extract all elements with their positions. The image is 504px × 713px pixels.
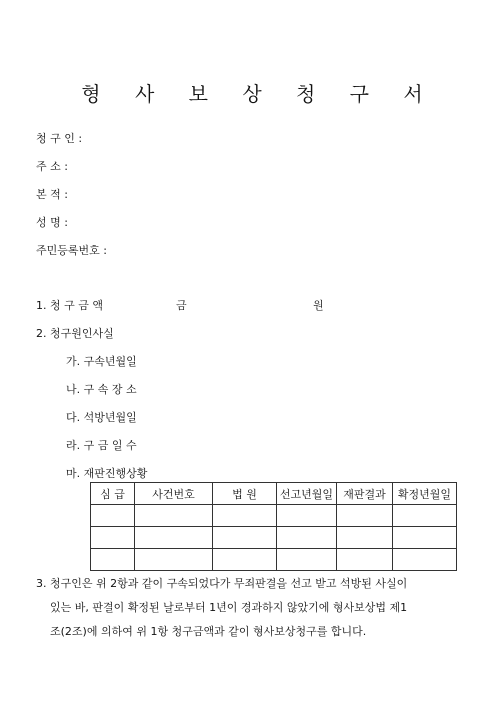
table-cell [337,527,393,549]
table-cell [337,549,393,571]
table-cell [91,527,135,549]
table-header-cell: 사건번호 [135,483,213,505]
table-cell [277,505,337,527]
table-cell [91,505,135,527]
table-header-cell: 재판결과 [337,483,393,505]
table-cell [135,505,213,527]
table-header-cell: 선고년월일 [277,483,337,505]
table-header-cell: 심 급 [91,483,135,505]
claim-statement-line: 3. 청구인은 위 2항과 같이 구속되었다가 무죄판결을 선고 받고 석방된 사실이 [36,577,408,590]
claim-cause-label: 2. 청구원인사실 [36,327,114,340]
claim-statement-line: 조(2조)에 의하여 위 1항 청구금액과 같이 형사보상청구를 합니다. [50,625,367,638]
name-label: 성 명 : [36,216,68,229]
table-row [91,549,457,571]
claim-amount-prefix: 금 [176,299,187,312]
address-label: 주 소 : [36,160,68,173]
trial-status-table [90,482,457,571]
resident-number-label: 주민등록번호 : [36,244,107,257]
table-row [91,527,457,549]
table-cell [393,505,457,527]
document-title: 형 사 보 상 청 구 서 [81,82,437,106]
table-cell [393,527,457,549]
trial-status-label: 마. 재판진행상황 [66,467,148,480]
table-cell [213,549,277,571]
table-cell [393,549,457,571]
table-cell [277,549,337,571]
table-cell [337,505,393,527]
table-header-cell: 법 원 [213,483,277,505]
table-cell [213,505,277,527]
table-cell [91,549,135,571]
registered-domicile-label: 본 적 : [36,188,68,201]
detention-days-label: 라. 구 금 일 수 [66,439,137,452]
table-cell [213,527,277,549]
claim-statement [36,572,466,644]
detention-place-label: 나. 구 속 장 소 [66,383,137,396]
table-cell [135,549,213,571]
table-header-row [91,483,457,505]
claim-statement-line: 있는 바, 판결이 확정된 날로부터 1년이 경과하지 않았기에 형사보상법 제1 [50,601,408,614]
claim-amount-suffix: 원 [313,299,324,312]
claim-amount-label: 1. 청 구 금 액 [36,299,103,312]
detention-date-label: 가. 구속년월일 [66,355,137,368]
table-header-cell: 확정년월일 [393,483,457,505]
release-date-label: 다. 석방년월일 [66,411,137,424]
table-row [91,505,457,527]
claimant-label: 청 구 인 : [36,132,83,145]
table-cell [135,527,213,549]
table-cell [277,527,337,549]
